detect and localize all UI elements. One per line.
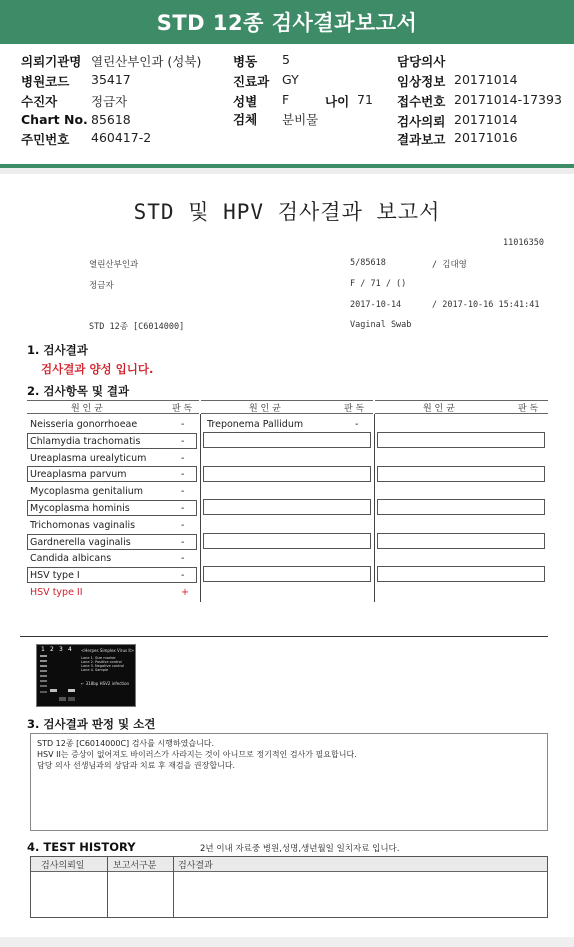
findings-line: STD 12종 [C6014000C] 검사를 시행하였습니다.: [37, 739, 215, 748]
pathogen-name: Gardnerella vaginalis: [30, 536, 131, 548]
sex-label: 성별: [233, 94, 258, 109]
gel-bands: [39, 653, 79, 708]
pathogen-result: -: [181, 503, 185, 514]
clinical-info-label: 임상정보: [397, 74, 446, 89]
page-footer-band: [0, 937, 574, 947]
patient-info-panel: [0, 44, 574, 168]
rrn-label: 주민번호: [21, 132, 70, 147]
rrn-value: 460417-2: [91, 130, 152, 145]
empty-result-box: [377, 466, 545, 482]
gel-legend-line: Lane 4. Sample: [81, 668, 109, 672]
clinical-info-value: 20171014: [454, 72, 518, 87]
findings-line: HSV II는 증상이 없어져도 바이러스가 사라지는 것이 아니므로 정기적인 검사가 필요합니다.: [37, 750, 357, 759]
lane-number: 2: [50, 646, 54, 653]
report-date-value: 20171016: [454, 130, 518, 145]
sex-value: F: [282, 92, 290, 107]
pathogen-result: -: [181, 486, 185, 498]
pathogen-name: Ureaplasma parvum: [30, 469, 127, 481]
section-result-heading: 1. 검사결과: [27, 343, 88, 357]
section-gap: [0, 168, 574, 174]
patient-name: 정금자: [89, 281, 114, 291]
pathogen-result: -: [181, 419, 185, 430]
gel-band-label: ← 318bp HSV2 infection: [81, 681, 130, 686]
section-items-heading: 2. 검사항목 및 결과: [27, 384, 130, 398]
header-judgement: 판 독: [344, 404, 365, 414]
pathogen-result: -: [181, 469, 185, 481]
empty-result-box: [377, 432, 545, 448]
empty-result-box: [203, 466, 371, 482]
hospital-code-value: 35417: [91, 72, 131, 87]
table-divider: [374, 414, 375, 602]
gel-legend-line: Lane 1. Size marker: [81, 656, 116, 660]
pathogen-result: -: [181, 553, 185, 565]
section-findings-heading: 3. 검사결과 판정 및 소견: [27, 717, 156, 731]
empty-result-box: [203, 533, 371, 549]
institution-value: 열린산부인과 (성북): [91, 54, 202, 69]
pathogen-name: Ureaplasma urealyticum: [30, 452, 147, 464]
pathogen-name: HSV type II: [30, 587, 83, 598]
table-divider: [200, 414, 201, 602]
pathogen-result: -: [181, 536, 185, 548]
document-number: 11016350: [503, 238, 544, 248]
pathogen-name: Treponema Pallidum: [207, 419, 304, 430]
pathogen-result: -: [181, 435, 185, 447]
history-table-header: [31, 857, 547, 872]
test-code: STD 12종 [C6014000]: [89, 322, 185, 332]
request-date-value: 20171014: [454, 112, 518, 127]
examinee-label: 수진자: [21, 94, 58, 109]
chart-no-value: 85618: [91, 112, 131, 127]
header-pathogen: 원 인 균: [249, 404, 281, 414]
section-history-heading: 4. TEST HISTORY: [27, 840, 136, 854]
findings-line: 담당 의사 선생님과의 상담과 치료 후 재검을 권장합니다.: [37, 761, 236, 770]
empty-result-box: [377, 566, 545, 582]
clinic-name: 열린산부인과: [89, 260, 139, 270]
section-divider: [20, 636, 548, 637]
specimen-value: 분비물: [282, 112, 319, 127]
empty-result-box: [377, 499, 545, 515]
pathogen-name: Chlamydia trachomatis: [30, 435, 141, 447]
doctor-name: / 김대영: [432, 260, 467, 270]
history-note: 2년 이내 자료중 병원,성명,생년월일 일치자료 입니다.: [200, 844, 400, 854]
ward-chart: 5/85618: [350, 258, 386, 268]
findings-box: [30, 733, 548, 831]
date-received: 2017-10-14: [350, 300, 402, 310]
header-judgement: 판 독: [518, 404, 539, 414]
sex-age: F / 71 / (): [350, 279, 407, 289]
lane-number: 3: [59, 646, 63, 653]
specimen-type: Vaginal Swab: [350, 320, 412, 330]
pathogen-name: HSV type I: [30, 570, 80, 582]
institution-label: 의뢰기관명: [21, 54, 82, 69]
document-title: STD 및 HPV 검사결과 보고서: [133, 200, 441, 224]
header-pathogen: 원 인 균: [71, 404, 103, 414]
history-col-result: 검사결과: [178, 861, 213, 871]
pathogen-result: -: [355, 419, 359, 430]
history-table: [30, 856, 548, 918]
gel-legend: [81, 648, 135, 686]
ward-label: 병동: [233, 54, 258, 69]
history-col-divider: [107, 857, 108, 917]
date-reported: / 2017-10-16 15:41:41: [432, 300, 540, 310]
pathogen-result: -: [181, 519, 185, 531]
report-date-label: 결과보고: [397, 132, 446, 147]
examinee-value: 정금자: [91, 94, 128, 109]
gel-legend-title: <Herpes Simplex Virus II>: [81, 648, 135, 653]
receipt-no-value: 20171014-17393: [454, 92, 562, 107]
lane-number: 1: [41, 646, 45, 653]
empty-result-box: [203, 499, 371, 515]
pathogen-name: Trichomonas vaginalis: [30, 519, 136, 531]
receipt-no-label: 접수번호: [397, 94, 446, 109]
pathogen-name: Candida albicans: [30, 553, 112, 565]
empty-result-box: [203, 432, 371, 448]
doctor-label: 담당의사: [397, 54, 446, 69]
dept-value: GY: [282, 72, 299, 87]
chart-no-label: Chart No.: [21, 112, 88, 127]
header-pathogen: 원 인 균: [423, 404, 455, 414]
gel-legend-line: Lane 2. Positive control: [81, 660, 122, 664]
pathogen-result: +: [181, 587, 189, 598]
gel-electrophoresis-image: [36, 644, 136, 707]
request-date-label: 검사의뢰: [397, 114, 446, 129]
age-value: 71: [357, 92, 373, 107]
empty-result-box: [377, 533, 545, 549]
positive-result-text: 검사결과 양성 입니다.: [41, 362, 154, 376]
report-header-title: STD 12종 검사결과보고서: [0, 0, 574, 44]
table-header-col1: [27, 400, 199, 414]
pathogen-name: Mycoplasma hominis: [30, 503, 130, 514]
table-header-col3: [375, 400, 548, 414]
history-col-date: 검사의뢰일: [41, 861, 85, 871]
pathogen-result: -: [181, 570, 185, 582]
empty-result-box: [203, 566, 371, 582]
table-header-col2: [201, 400, 373, 414]
age-label: 나이: [325, 94, 350, 109]
pathogen-name: Mycoplasma genitalium: [30, 486, 144, 498]
lane-number: 4: [68, 646, 72, 653]
header-judgement: 판 독: [172, 404, 193, 414]
hospital-code-label: 병원코드: [21, 74, 70, 89]
pathogen-name: Neisseria gonorrhoeae: [30, 419, 138, 430]
specimen-label: 검체: [233, 112, 258, 127]
gel-legend-line: Lane 3. Negative control: [81, 664, 124, 668]
pathogen-result: -: [181, 452, 185, 464]
history-col-divider: [173, 857, 174, 917]
ward-value: 5: [282, 52, 290, 67]
history-col-type: 보고서구분: [113, 861, 157, 871]
dept-label: 진료과: [233, 74, 270, 89]
